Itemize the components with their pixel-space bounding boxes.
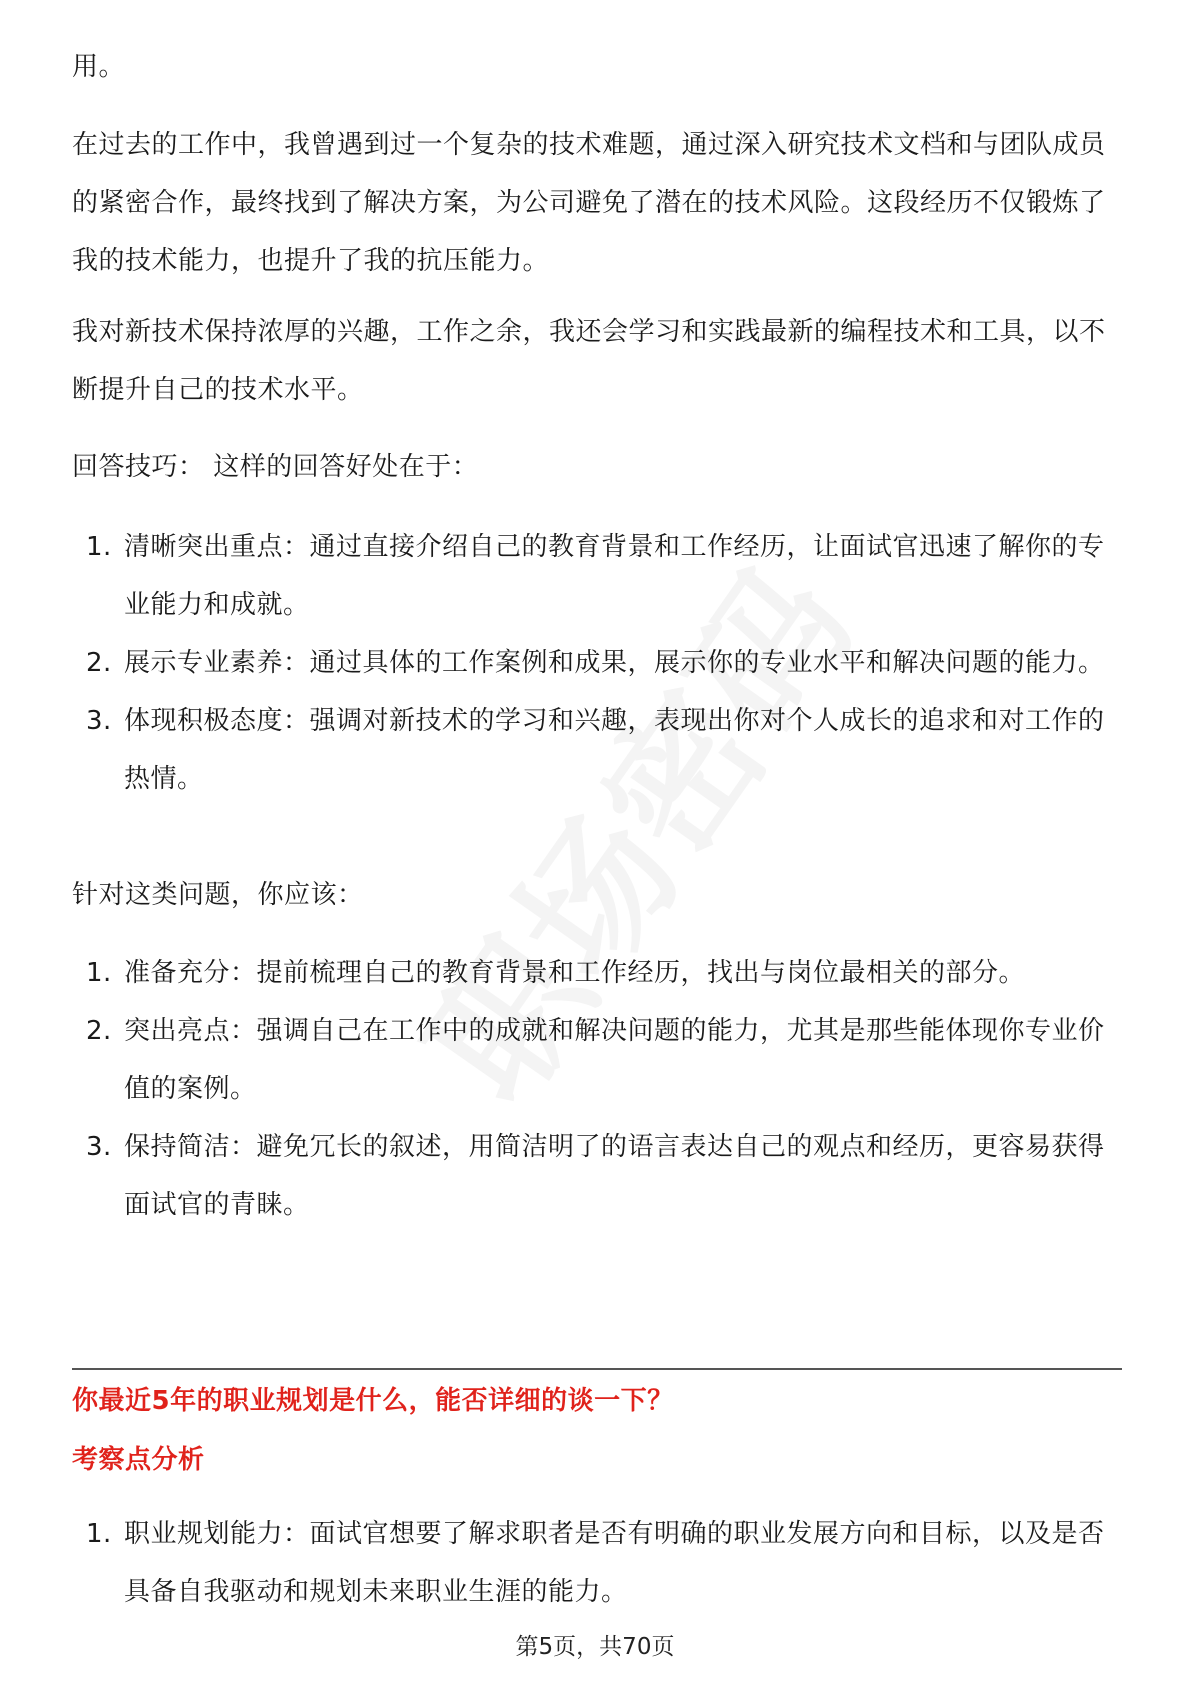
list-item: 3. 保持简洁：避免冗长的叙述，用简洁明了的语言表达自己的观点和经历，更容易获得面试官的青睐。 [86, 1132, 1105, 1220]
intro-tail: 用。 [72, 52, 126, 82]
list-item: 1. 清晰突出重点：通过直接介绍自己的教育背景和工作经历，让面试官迅速了解你的专业能力和成就。 [86, 532, 1105, 620]
analysis-list [72, 1505, 1122, 1621]
page-number: 第5页，共70页 [515, 1634, 675, 1660]
advice-heading: 针对这类问题，你应该： [72, 880, 364, 910]
advice-list [72, 944, 1122, 1234]
question-title: 你最近5年的职业规划是什么，能否详细的谈一下？ [72, 1386, 674, 1416]
analysis-heading: 考察点分析 [72, 1445, 205, 1475]
list-item: 2. 突出亮点：强调自己在工作中的成就和解决问题的能力，尤其是那些能体现你专业价值的案例。 [86, 1016, 1105, 1104]
tips-heading: 回答技巧： 这样的回答好处在于： [72, 452, 479, 482]
intro-paragraph-1: 在过去的工作中，我曾遇到过一个复杂的技术难题，通过深入研究技术文档和与团队成员的紧密合作，最终找到了解决方案，为公司避免了潜在的技术风险。这段经历不仅锻炼了我的技术能力，也提升了我的抗压能力。 [72, 130, 1106, 276]
section-divider [72, 1368, 1122, 1370]
list-item: 3. 体现积极态度：强调对新技术的学习和兴趣，表现出你对个人成长的追求和对工作的热情。 [86, 706, 1105, 794]
list-item: 1. 准备充分：提前梳理自己的教育背景和工作经历，找出与岗位最相关的部分。 [86, 958, 1026, 988]
list-item: 2. 展示专业素养：通过具体的工作案例和成果，展示你的专业水平和解决问题的能力。 [86, 648, 1105, 678]
intro-paragraph-2: 我对新技术保持浓厚的兴趣，工作之余，我还会学习和实践最新的编程技术和工具，以不断提升自己的技术水平。 [72, 317, 1106, 405]
list-item: 1. 职业规划能力：面试官想要了解求职者是否有明确的职业发展方向和目标，以及是否具备自我驱动和规划未来职业生涯的能力。 [86, 1519, 1105, 1607]
tips-list [72, 518, 1122, 808]
